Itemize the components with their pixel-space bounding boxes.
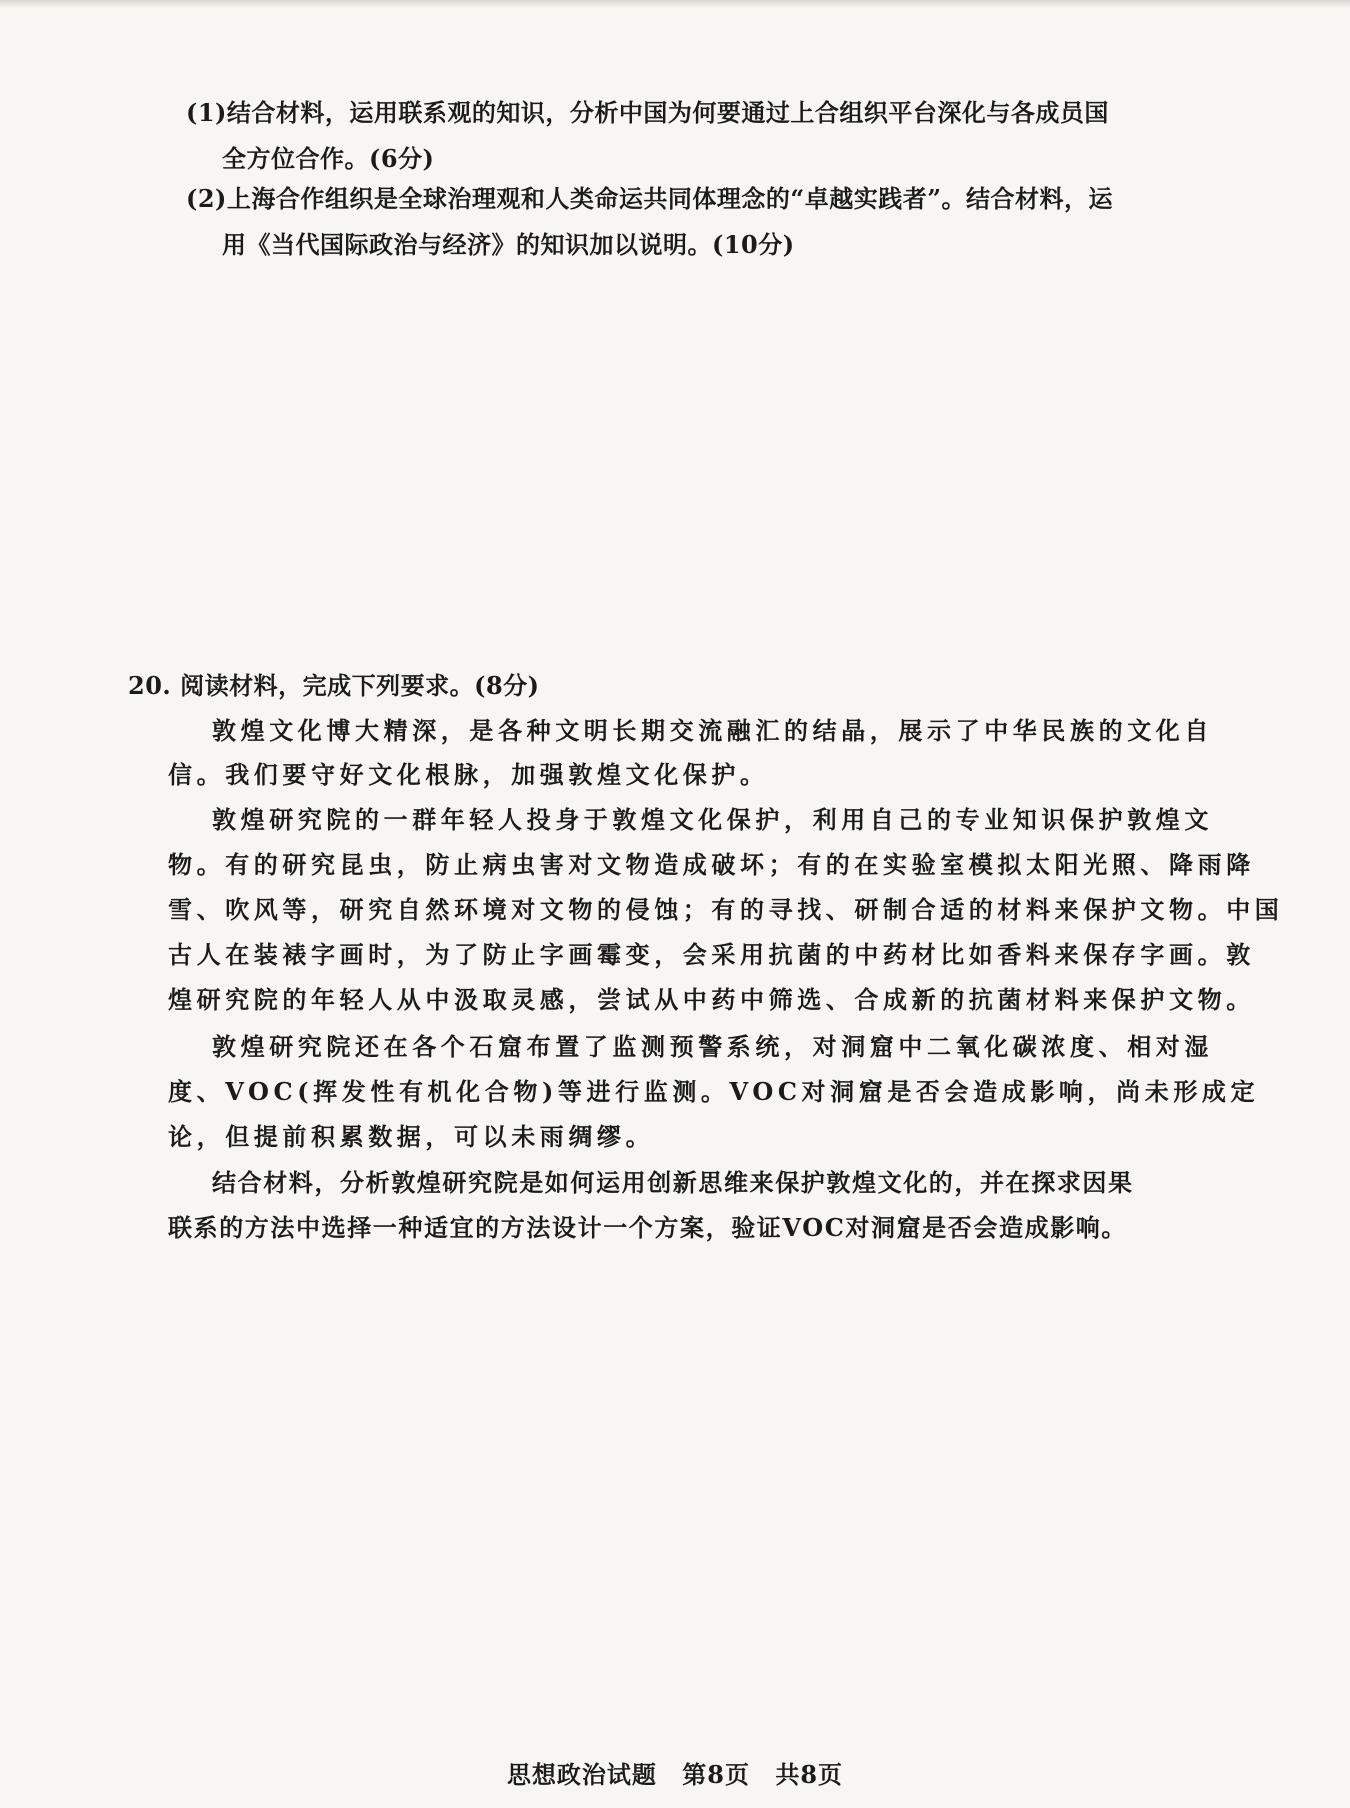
footer-page-number: 第8页 (682, 1760, 750, 1789)
scan-edge (0, 0, 1350, 8)
q20-heading: 20. 阅读材料，完成下列要求。(8分) (128, 671, 540, 700)
material-line: 敦煌文化博大精深，是各种文明长期交流融汇的结晶，展示了中华民族的文化自 (212, 716, 1213, 745)
task-line: 联系的方法中选择一种适宜的方法设计一个方案，验证VOC对洞窟是否会造成影响。 (168, 1213, 1128, 1242)
page-footer (0, 1755, 1350, 1790)
material-line: 古人在装裱字画时，为了防止字画霉变，会采用抗菌的中药材比如香料来保存字画。敦 (168, 940, 1255, 969)
material-line: 敦煌研究院的一群年轻人投身于敦煌文化保护，利用自己的专业知识保护敦煌文 (212, 805, 1213, 834)
material-line: 物。有的研究昆虫，防止病虫害对文物造成破坏；有的在实验室模拟太阳光照、降雨降 (168, 850, 1255, 879)
q19-part1-line1: (1)结合材料，运用联系观的知识，分析中国为何要通过上合组织平台深化与各成员国 (186, 98, 1109, 127)
q19-part2-line1: (2)上海合作组织是全球治理观和人类命运共同体理念的“卓越实践者”。结合材料，运 (186, 184, 1114, 213)
q19-part2-line2: 用《当代国际政治与经济》的知识加以说明。(10分) (222, 230, 795, 259)
task-line: 结合材料，分析敦煌研究院是如何运用创新思维来保护敦煌文化的，并在探求因果 (212, 1168, 1134, 1197)
footer-subject: 思想政治试题 (506, 1760, 657, 1789)
material-line: 煌研究院的年轻人从中汲取灵感，尝试从中药中筛选、合成新的抗菌材料来保护文物。 (168, 985, 1255, 1014)
material-line: 雪、吹风等，研究自然环境对文物的侵蚀；有的寻找、研制合适的材料来保护文物。中国 (168, 895, 1284, 924)
material-line: 敦煌研究院还在各个石窟布置了监测预警系统，对洞窟中二氧化碳浓度、相对湿 (212, 1032, 1213, 1061)
q19-part1-line2: 全方位合作。(6分) (222, 144, 435, 173)
material-line: 论，但提前积累数据，可以未雨绸缪。 (168, 1122, 655, 1151)
footer-total-pages: 共8页 (775, 1760, 844, 1789)
material-line: 度、VOC(挥发性有机化合物)等进行监测。VOC对洞窟是否会造成影响，尚未形成定 (168, 1077, 1260, 1106)
material-line: 信。我们要守好文化根脉，加强敦煌文化保护。 (168, 760, 769, 789)
